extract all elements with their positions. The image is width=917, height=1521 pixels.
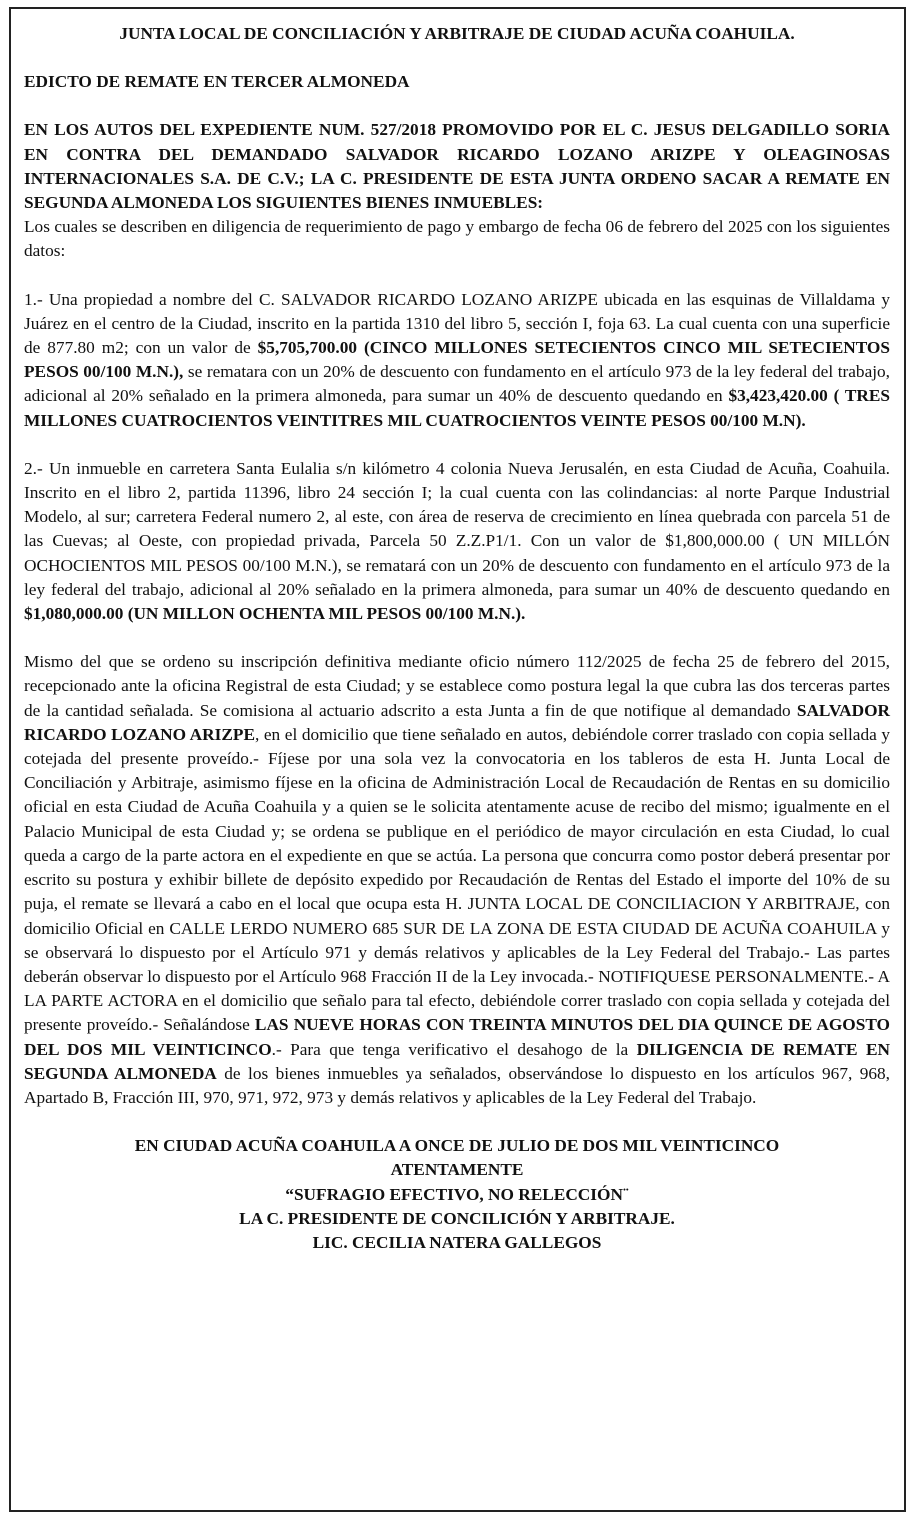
spacer (24, 1110, 890, 1134)
edict-title: EDICTO DE REMATE EN TERCER ALMONEDA (24, 72, 410, 92)
item1-value: $5,705,700.00 (CINCO MILLONES SETECIENTOS CINCO MIL SETECIENTOS PESOS 00/100 M.N.), (24, 338, 890, 382)
auction-datetime: LAS NUEVE HORAS CON TREINTA MINUTOS DEL DIA QUINCE DE AGOSTO DEL DOS MIL VEINTICINCO (24, 1015, 890, 1059)
item1-text: 1.- Una propiedad a nombre del C. SALVADOR RICARDO LOZANO ARIZPE ubicada en las esquinas de Villaldama y Juárez en el centro de la Ciudad, inscrito en la partida 1310 del libro 5, sección I, foja 63. La cual cuenta con una superficie de 877.80 m2; con un valor de (24, 289, 890, 358)
closing-date: EN CIUDAD ACUÑA COAHUILA A ONCE DE JULIO DE DOS MIL VEINTICINCO (134, 1136, 780, 1156)
auction-procedure: DILIGENCIA DE REMATE EN SEGUNDA ALMONEDA (24, 1039, 890, 1083)
body-paragraph (24, 650, 890, 1110)
body-text-1: Mismo del que se ordeno su inscripción definitiva mediante oficio número 112/2025 de fecha 25 de febrero del 2015, recepcionado ante la oficina Registral de esta Ciudad; y se establece como postura legal la que cubra las dos terceras partes de la cantidad señalada. Se comisiona al actuario adscrito a esta Junta a fin de que notifique al demandado (24, 652, 890, 720)
item1-text-2: se rematara con un 20% de descuento con fundamento en el artículo 973 de la ley federal del trabajo, adicional al 20% señalado en la primera almoneda, para sumar un 40% de descuento quedando en (24, 362, 890, 406)
edict-frame (9, 7, 906, 1512)
item1-final-value: $3,423,420.00 ( TRES MILLONES CUATROCIENTOS VEINTITRES MIL CUATROCIENTOS VEINTE PESOS 00/100 M.N). (24, 386, 890, 430)
defendant-name: SALVADOR RICARDO LOZANO ARIZPE (24, 700, 890, 744)
signatory-name: LIC. CECILIA NATERA GALLEGOS (312, 1232, 602, 1252)
spacer (24, 264, 890, 288)
intro-description: Los cuales se describen en diligencia de requerimiento de pago y embargo de fecha 06 de febrero del 2025 con los siguientes datos: (24, 217, 890, 261)
intro-paragraph: EN LOS AUTOS DEL EXPEDIENTE NUM. 527/2018 PROMOVIDO POR EL C. JESUS DELGADILLO SORIA EN CONTRA DEL DEMANDADO SALVADOR RICARDO LOZANO ARIZPE Y OLEAGINOSAS INTERNACIONALES S.A. DE C.V.; LA C. PRESIDENTE DE ESTA JUNTA ORDENO SACAR A REMATE EN SEGUNDA ALMONEDA LOS SIGUIENTES BIENES INMUEBLES: (24, 120, 890, 213)
closing-motto: “SUFRAGIO EFECTIVO, NO RELECCIÓN¨ (285, 1184, 629, 1204)
spacer (24, 46, 890, 70)
signatory-title: LA C. PRESIDENTE DE CONCILICIÓN Y ARBITRAJE. (239, 1208, 675, 1228)
property-item-2 (24, 457, 890, 626)
body-text-4: de los bienes inmuebles ya señalados, observándose lo dispuesto en los artículos 967, 968, Apartado B, Fracción III, 970, 971, 972, 973 y demás relativos y aplicables de la Ley Federal del Trabajo. (24, 1063, 890, 1107)
spacer (24, 626, 890, 650)
document-header: JUNTA LOCAL DE CONCILIACIÓN Y ARBITRAJE DE CIUDAD ACUÑA COAHUILA. (119, 24, 795, 43)
property-item-1 (24, 288, 890, 433)
closing-salutation: ATENTAMENTE (390, 1160, 524, 1180)
item2-text: 2.- Un inmueble en carretera Santa Eulalia s/n kilómetro 4 colonia Nueva Jerusalén, en esta Ciudad de Acuña, Coahuila. Inscrito en el libro 2, partida 11396, libro 24 sección I; la cual cuenta con las colindancias: al norte Parque Industrial Modelo, al sur; carretera Federal numero 2, al este, con área de reserva de crecimiento en línea quebrada con parcela 51 de las Cuevas; al Oeste, con propiedad privada, Parcela 50 Z.Z.P1/1. Con un valor de $1,800,000.00 ( UN MILLÓN OCHOCIENTOS MIL PESOS 00/100 M.N.), se rematará con un 20% de descuento con fundamento en el artículo 973 de la ley federal del trabajo, adicional al 20% señalado en la primera almoneda, para sumar un 40% de descuento quedando en (24, 458, 890, 599)
spacer (24, 433, 890, 457)
spacer (24, 94, 890, 118)
body-text-3: .- Para que tenga verificativo el desahogo de la (271, 1039, 637, 1059)
body-text-2: , en el domicilio que tiene señalado en autos, debiéndole correr traslado con copia sellada y cotejada del presente proveído.- Fíjese por una sola vez la convocatoria en los tableros de esta H. Junta Local de Conciliación y Arbitraje, asimismo fíjese en la oficina de Administración Local de Recaudación de Rentas en su domicilio oficial en esta Ciudad de Acuña Coahuila y a quien se le solicita atentamente acuse de recibo del mismo; igualmente en el Palacio Municipal de esta Ciudad y; se ordena se publique en el periódico de mayor circulación en esta Ciudad, lo cual queda a cargo de la parte actora en el expediente en que se actúa. La persona que concurra como postor deberá presentar por escrito su postura y exhibir billete de depósito expedido por Recaudación de Rentas del Estado el importe del 10% de su puja, el remate se llevará a cabo en el local que ocupa esta H. JUNTA LOCAL DE CONCILIACION Y ARBITRAJE, con domicilio Oficial en CALLE LERDO NUMERO 685 SUR DE LA ZONA DE ESTA CIUDAD DE ACUÑA COAHUILA y se observará lo dispuesto por el Artículo 971 y demás relativos y aplicables de la Ley Federal del Trabajo.- Las partes deberán observar lo dispuesto por el Artículo 968 Fracción II de la Ley invocada.- NOTIFIQUESE PERSONALMENTE.- A LA PARTE ACTORA en el domicilio que señalo para tal efecto, debiéndole correr traslado con copia sellada y cotejada del presente proveído.- Señalándose (24, 724, 890, 1035)
item2-final-value: $1,080,000.00 (UN MILLON OCHENTA MIL PESOS 00/100 M.N.). (24, 604, 526, 624)
